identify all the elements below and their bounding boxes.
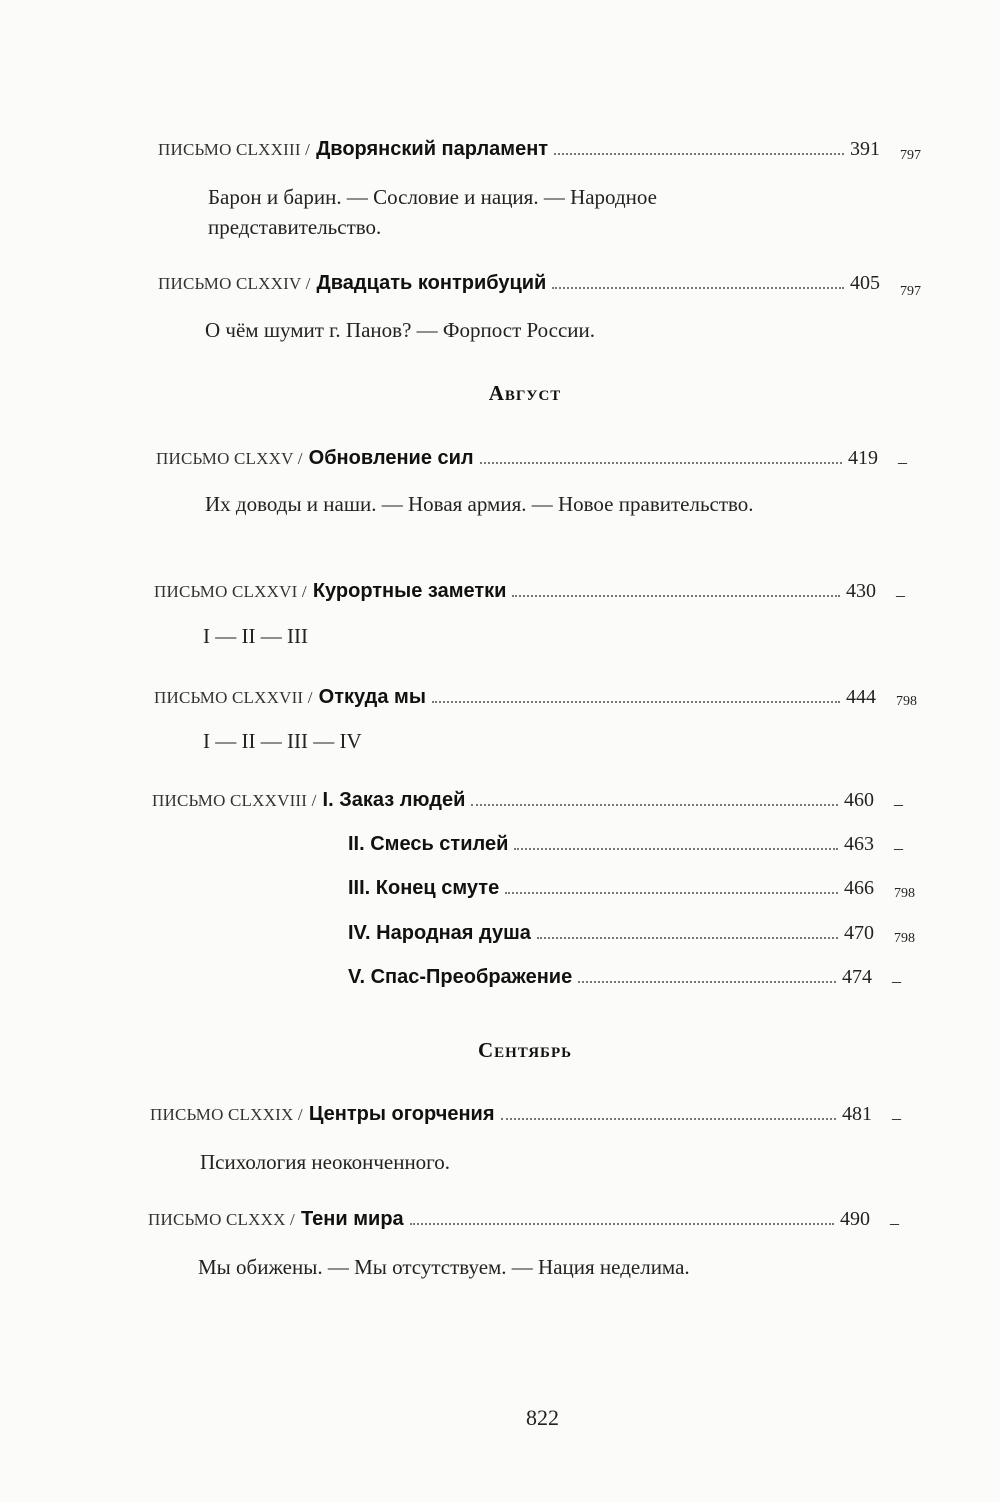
dot-leader [514,848,838,850]
letter-part-title: I. Заказ людей [322,789,466,811]
dot-leader [432,701,840,703]
page-number: 474 [842,966,872,988]
toc-subentry [348,877,874,907]
page-number: 463 [844,833,874,855]
letter-title: Дворянский парламент [316,138,549,160]
toc-entry-clxxiv [158,272,880,302]
letter-summary: О чём шумит г. Панов? — Форпост России. [205,318,596,342]
letter-number: ПИСЬМО CLXXVI / [154,582,307,601]
dot-leader [552,287,844,289]
letter-title: Курортные заметки [312,580,507,602]
letter-title: Центры огорчения [308,1103,495,1125]
toc-entry-clxxvi [154,580,876,610]
page-number: 460 [844,789,874,811]
notes-page-ref: 797 [900,148,921,163]
letter-title: Обновление сил [308,447,474,469]
toc-entry-clxxx [148,1208,870,1238]
toc-subentry [348,966,872,996]
letter-number: ПИСЬМО CLXXVII / [154,688,313,707]
dot-leader [480,462,842,464]
letter-number: ПИСЬМО CLXXVIII / [152,791,317,810]
letter-part-title: V. Спас-Преображение [348,966,573,988]
notes-page-ref: – [894,838,903,858]
page-number: 470 [844,922,874,944]
notes-page-ref: 798 [894,931,915,946]
toc-entry-clxxiii [158,138,880,168]
letter-title: Тени мира [300,1208,404,1230]
notes-page-ref: – [894,794,903,814]
letter-part-title: III. Конец смуте [348,877,500,899]
dot-leader [505,892,838,894]
notes-page-ref: – [892,1108,901,1128]
toc-subentry [348,833,874,863]
letter-title: Двадцать контрибуций [316,272,547,294]
dot-leader [410,1223,834,1225]
letter-summary: Мы обижены. — Мы отсутствуем. — Нация неделима. [198,1255,690,1279]
notes-page-ref: 798 [894,886,915,901]
dot-leader [512,595,840,597]
letter-summary: I — II — III — IV [203,729,362,753]
letter-number: ПИСЬМО CLXXX / [148,1210,295,1229]
toc-entry-clxxv [156,447,878,477]
dot-leader [554,153,844,155]
notes-page-ref: – [896,585,905,605]
letter-number: ПИСЬМО CLXXIII / [158,140,311,159]
page-number: 490 [840,1208,870,1230]
notes-page-ref: 797 [900,284,921,299]
letter-number: ПИСЬМО CLXXIV / [158,274,311,293]
dot-leader [471,804,838,806]
toc-entry-clxxviii [152,789,874,819]
notes-page-ref: 798 [896,694,917,709]
page-number: 444 [846,686,876,708]
toc-entry-clxxvii [154,686,876,716]
page-folio: 822 [526,1405,559,1430]
page-number: 430 [846,580,876,602]
page-number: 466 [844,877,874,899]
page-number: 481 [842,1103,872,1125]
toc-subentry [348,922,874,952]
dot-leader [537,937,838,939]
page-number: 391 [850,138,880,160]
letter-summary: I — II — III [203,624,308,648]
month-heading-september: Сентябрь [477,1038,573,1062]
letter-summary: Барон и барин. — Сословие и нация. — Народное представительство. [208,185,657,239]
page-number: 419 [848,447,878,469]
month-heading-august: Август [488,381,562,405]
letter-title: Откуда мы [318,686,426,708]
dot-leader [578,981,836,983]
dot-leader [501,1118,836,1120]
page-number: 405 [850,272,880,294]
letter-summary: Психология неоконченного. [200,1150,451,1174]
letter-part-title: IV. Народная душа [348,922,531,944]
notes-page-ref: – [898,452,907,472]
toc-entry-clxxix [150,1103,872,1133]
letter-part-title: II. Смесь стилей [348,833,509,855]
letter-summary: Их доводы и наши. — Новая армия. — Новое правительство. [205,492,754,516]
letter-number: ПИСЬМО CLXXV / [156,449,303,468]
letter-number: ПИСЬМО CLXXIX / [150,1105,303,1124]
notes-page-ref: – [890,1213,899,1233]
notes-page-ref: – [892,971,901,991]
